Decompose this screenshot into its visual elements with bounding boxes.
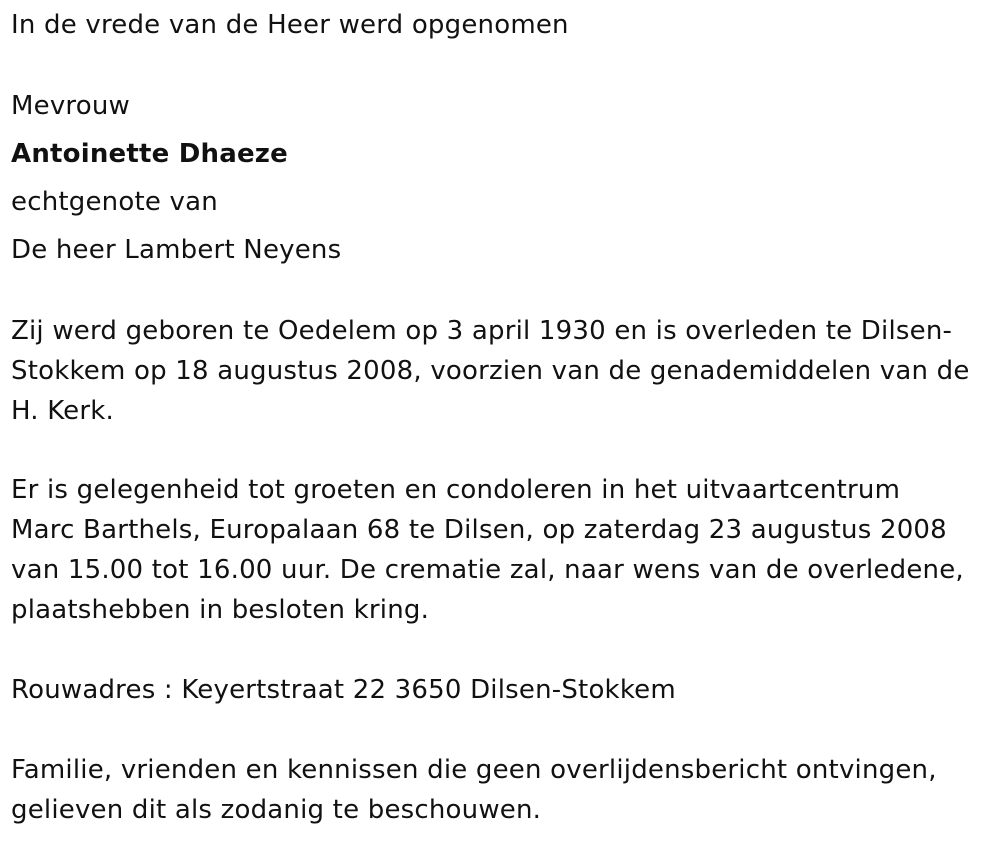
paragraph-line: Stokkem op 18 augustus 2008, voorzien van de genademiddelen van de — [11, 356, 970, 386]
paragraph-line: Marc Barthels, Europalaan 68 te Dilsen, op zaterdag 23 augustus 2008 — [11, 515, 947, 545]
condolences-paragraph — [11, 470, 986, 630]
spouse-name: De heer Lambert Neyens — [11, 235, 342, 265]
paragraph-line: van 15.00 tot 16.00 uur. De crematie zal, naar wens van de overledene, — [11, 555, 964, 585]
mourning-address: Rouwadres : Keyertstraat 22 3650 Dilsen-Stokkem — [11, 675, 676, 705]
paragraph-line: Familie, vrienden en kennissen die geen overlijdensbericht ontvingen, — [11, 755, 937, 785]
closing-paragraph — [11, 750, 986, 830]
intro-line: In de vrede van de Heer werd opgenomen — [11, 10, 569, 40]
paragraph-line: gelieven dit als zodanig te beschouwen. — [11, 795, 542, 825]
paragraph-line: plaatshebben in besloten kring. — [11, 595, 430, 625]
relation-line: echtgenote van — [11, 187, 218, 217]
salutation: Mevrouw — [11, 91, 130, 121]
deceased-name: Antoinette Dhaeze — [11, 139, 288, 169]
paragraph-line: Er is gelegenheid tot groeten en condoleren in het uitvaartcentrum — [11, 475, 901, 505]
birth-death-paragraph — [11, 311, 986, 431]
paragraph-line: Zij werd geboren te Oedelem op 3 april 1930 en is overleden te Dilsen- — [11, 316, 953, 346]
paragraph-line: H. Kerk. — [11, 396, 114, 426]
